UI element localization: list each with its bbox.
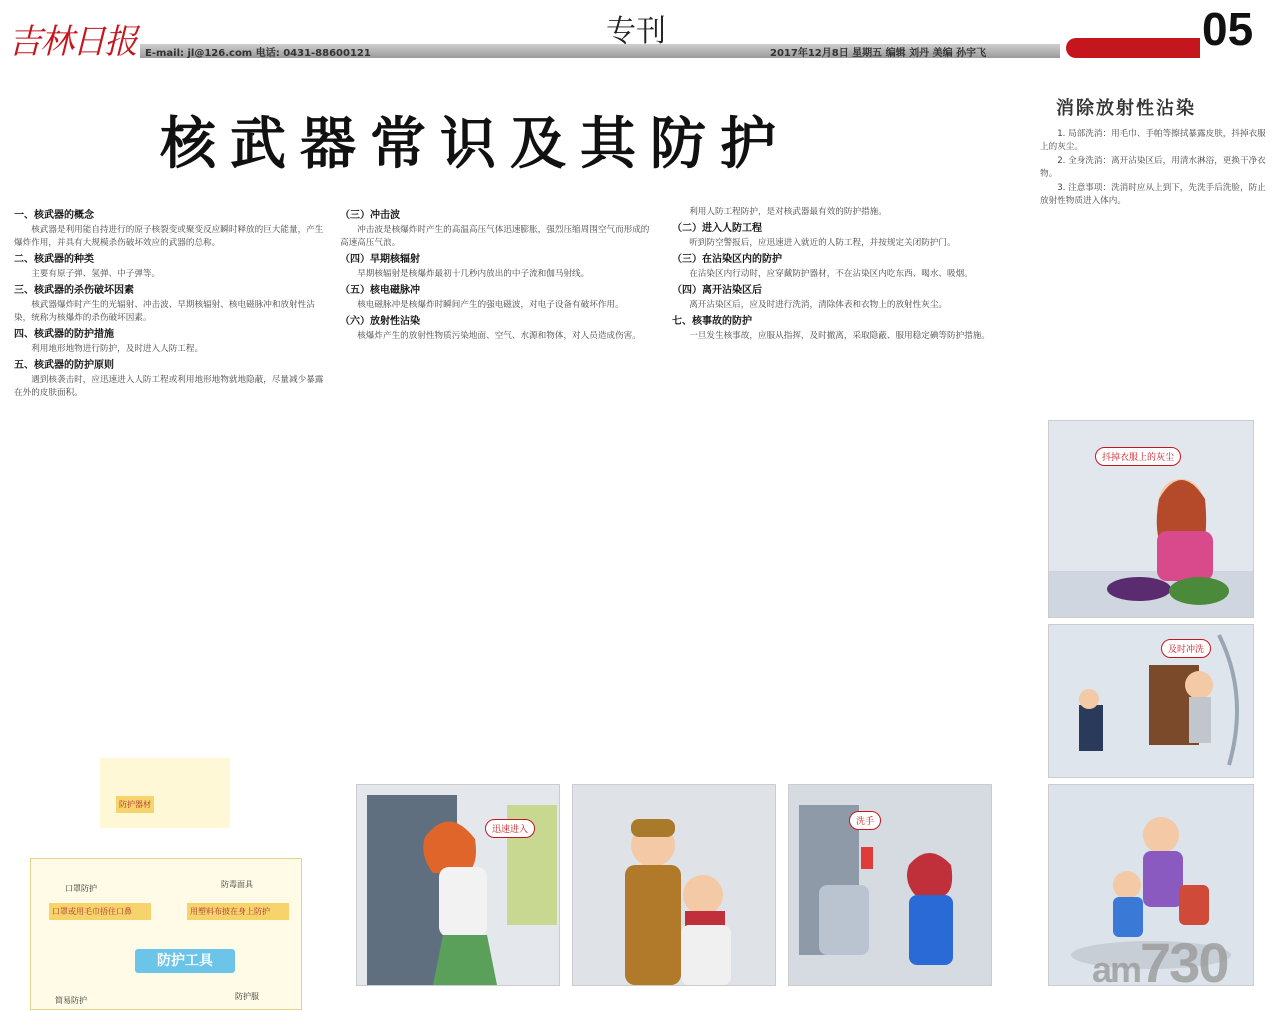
watermark-logo: am730	[1092, 931, 1228, 994]
article-column-2	[340, 206, 652, 771]
article-paragraph: 核武器爆炸时产生的光辐射、冲击波、早期核辐射、核电磁脉冲和放射性沾染，统称为核爆炸的杀伤破坏因素。	[14, 300, 315, 323]
comic-panel-mask	[572, 784, 776, 986]
article-subheading: 七、核事故的防护	[672, 316, 752, 327]
comic-panel-wind	[1048, 624, 1254, 778]
tool-label: 防毒面具	[221, 880, 253, 889]
article-subheading: 一、核武器的概念	[14, 210, 94, 221]
article-paragraph: 利用人防工程防护，是对核武器最有效的防护措施。	[689, 207, 887, 217]
article-subheading: 五、核武器的防护原则	[14, 360, 114, 371]
article-paragraph: 核武器是利用能自持进行的原子核裂变或聚变反应瞬时释放的巨大能量，产生爆炸作用，并具有大规模杀伤破坏效应的武器的总称。	[14, 225, 324, 248]
tool-note: 口罩或用毛巾捂住口鼻	[49, 903, 151, 920]
article-paragraph: 核电磁脉冲是核爆炸时瞬间产生的强电磁波，对电子设备有破坏作用。	[357, 300, 624, 310]
article-paragraph: 一旦发生核事故，应服从指挥，及时撤离，采取隐蔽、服用稳定碘等防护措施。	[689, 331, 990, 341]
protective-tools-box	[30, 858, 302, 1010]
comic-illustration	[573, 785, 775, 985]
comic-panel-drink	[788, 784, 992, 986]
page-accent-bar	[1066, 38, 1200, 58]
newspaper-logo: 吉林日报	[8, 22, 136, 62]
comic-panel-door	[356, 784, 560, 986]
article-subheading: （六）放射性沾染	[340, 316, 420, 327]
article-column-1	[14, 206, 326, 771]
speech-bubble: 迅速进入	[485, 819, 535, 838]
sidebar-paragraph: 1. 局部洗消：用毛巾、手帕等擦拭暴露皮肤，抖掉衣服上的灰尘。	[1040, 129, 1266, 152]
tool-label: 防护服	[235, 992, 259, 1001]
article-paragraph: 冲击波是核爆炸时产生的高温高压气体迅速膨胀，强烈压缩周围空气而形成的高速高压气浪。	[340, 225, 650, 248]
tool-label: 口罩防护	[65, 884, 97, 893]
article-subheading: （三）在沾染区内的防护	[672, 254, 782, 265]
article-paragraph: 在沾染区内行动时，应穿戴防护器材，不在沾染区内吃东西、喝水、吸烟。	[689, 269, 973, 279]
masthead	[0, 0, 1280, 66]
issue-date: 2017年12月8日 星期五 编辑 刘丹 美编 孙宇飞	[770, 48, 987, 59]
article-paragraph: 遇到核袭击时，应迅速进入人防工程或利用地形地物就地隐蔽，尽量减少暴露在外的皮肤面积。	[14, 375, 324, 398]
page-number: 05	[1202, 3, 1254, 55]
article-paragraph: 核爆炸产生的放射性物质污染地面、空气、水源和物体，对人员造成伤害。	[357, 331, 641, 341]
article-subheading: 二、核武器的种类	[14, 254, 94, 265]
article-paragraph: 早期核辐射是核爆炸最初十几秒内放出的中子流和伽马射线。	[357, 269, 590, 279]
speech-bubble: 抖掉衣服上的灰尘	[1095, 447, 1181, 466]
article-subheading: （四）离开沾染区后	[672, 285, 762, 296]
article-paragraph: 离开沾染区后，应及时进行洗消，清除体表和衣物上的放射性灰尘。	[689, 300, 948, 310]
article-headline: 核武器常识及其防护	[160, 112, 790, 177]
article-subheading: （二）进入人防工程	[672, 223, 762, 234]
sidebar-paragraph: 3. 注意事项：洗消时应从上到下，先洗手后洗脸，防止放射性物质进入体内。	[1040, 183, 1266, 206]
sidebar-paragraph: 2. 全身洗消：离开沾染区后，用清水淋浴，更换干净衣物。	[1040, 156, 1266, 179]
comic-illustration	[1049, 625, 1253, 777]
protective-tools-heading: 防护工具	[135, 949, 235, 973]
article-subheading: （五）核电磁脉冲	[340, 285, 420, 296]
article-subheading: （三）冲击波	[340, 210, 400, 221]
contact-info: E-mail: jl@126.com 电话: 0431-88600121	[145, 48, 371, 59]
article-subheading: 三、核武器的杀伤破坏因素	[14, 285, 134, 296]
article-paragraph: 听到防空警报后，应迅速进入就近的人防工程，并按规定关闭防护门。	[689, 238, 956, 248]
article-paragraph: 利用地形地物进行防护，及时进入人防工程。	[31, 344, 204, 354]
article-paragraph: 主要有原子弹、氢弹、中子弹等。	[31, 269, 161, 279]
article-subheading: （四）早期核辐射	[340, 254, 420, 265]
tool-label: 简易防护	[55, 996, 87, 1005]
section-title: 专刊	[606, 14, 666, 49]
article-subheading: 四、核武器的防护措施	[14, 329, 114, 340]
speech-bubble: 洗手	[849, 811, 881, 830]
article-column-3	[672, 206, 992, 771]
comic-illustration	[357, 785, 559, 985]
comic-panel-brushing	[1048, 420, 1254, 618]
tool-note: 用塑料布披在身上防护	[187, 903, 289, 920]
tip-card-note: 防护器材	[116, 796, 154, 813]
sidebar-text	[1040, 128, 1272, 408]
speech-bubble: 及时冲洗	[1161, 639, 1211, 658]
comic-illustration	[789, 785, 991, 985]
sidebar-title: 消除放射性沾染	[1056, 98, 1196, 119]
tip-card	[100, 758, 230, 828]
